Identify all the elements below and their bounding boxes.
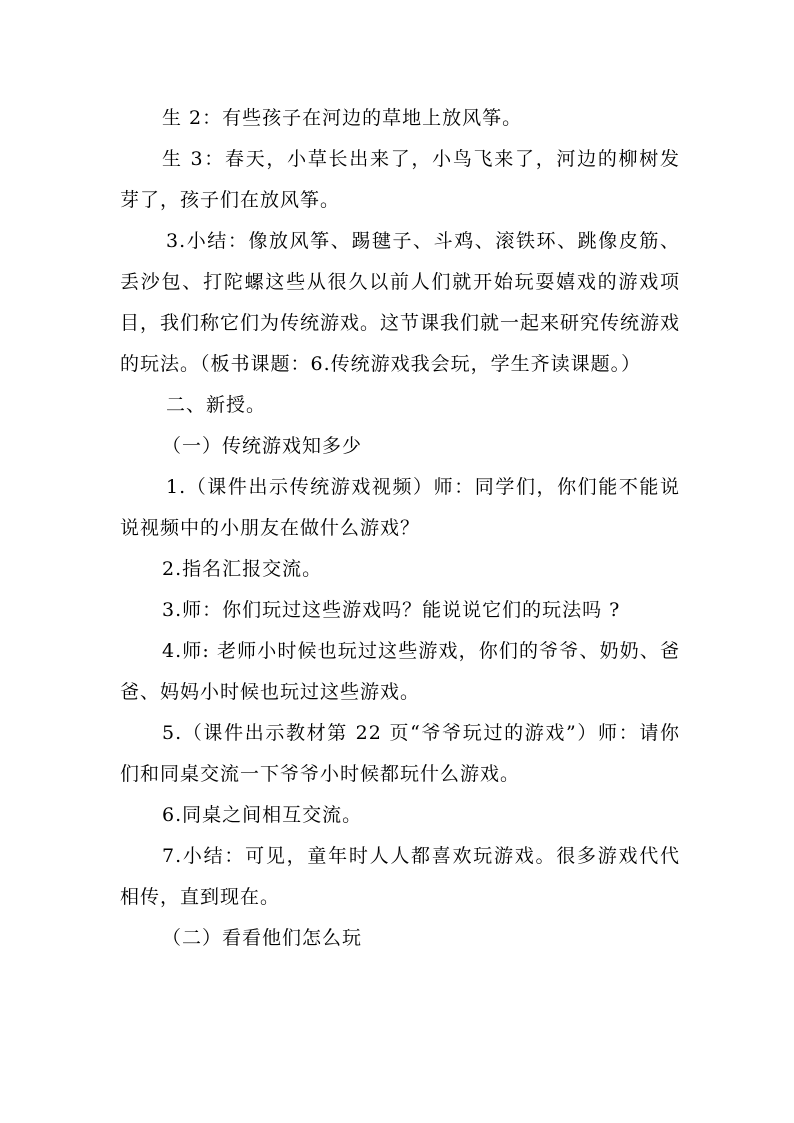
paragraph-item-1: 1.（课件出示传统游戏视频）师：同学们，你们能不能说说视频中的小朋友在做什么游戏？ xyxy=(120,476,680,539)
paragraph-item-5: 5.（课件出示教材第 22 页“爷爷玩过的游戏”）师：请你们和同桌交流一下爷爷小时候都玩什么游戏。 xyxy=(120,722,680,785)
paragraph-summary-3: 3.小结：像放风筝、踢毽子、斗鸡、滚铁环、跳像皮筋、丢沙包、打陀螺这些从很久以前人们就开始玩耍嬉戏的游戏项目，我们称它们为传统游戏。这节课我们就一起来研究传统游戏的玩法。（板书课题：6.传统游戏我会玩，学生齐读课题。） xyxy=(120,230,681,375)
paragraph-item-7: 7.小结：可见，童年时人人都喜欢玩游戏。很多游戏代代相传，直到现在。 xyxy=(120,845,680,908)
paragraph-student-3: 生 3：春天，小草长出来了，小鸟飞来了，河边的柳树发芽了，孩子们在放风筝。 xyxy=(120,148,680,211)
paragraph-item-3: 3.师：你们玩过这些游戏吗？能说说它们的玩法吗 ? xyxy=(162,599,621,621)
paragraph-item-4: 4.师: 老师小时候也玩过这些游戏，你们的爷爷、奶奶、爸爸、妈妈小时候也玩过这些游戏。 xyxy=(120,640,680,703)
subsection-heading-2: （二）看看他们怎么玩 xyxy=(162,927,363,949)
document-body xyxy=(120,98,680,959)
section-heading-new-lesson: 二、新授。 xyxy=(166,394,267,416)
paragraph-item-6: 6.同桌之间相互交流。 xyxy=(162,804,363,826)
subsection-heading-1: （一）传统游戏知多少 xyxy=(162,435,363,457)
paragraph-student-2: 生 2：有些孩子在河边的草地上放风筝。 xyxy=(162,107,523,129)
paragraph-item-2: 2.指名汇报交流。 xyxy=(162,558,323,580)
